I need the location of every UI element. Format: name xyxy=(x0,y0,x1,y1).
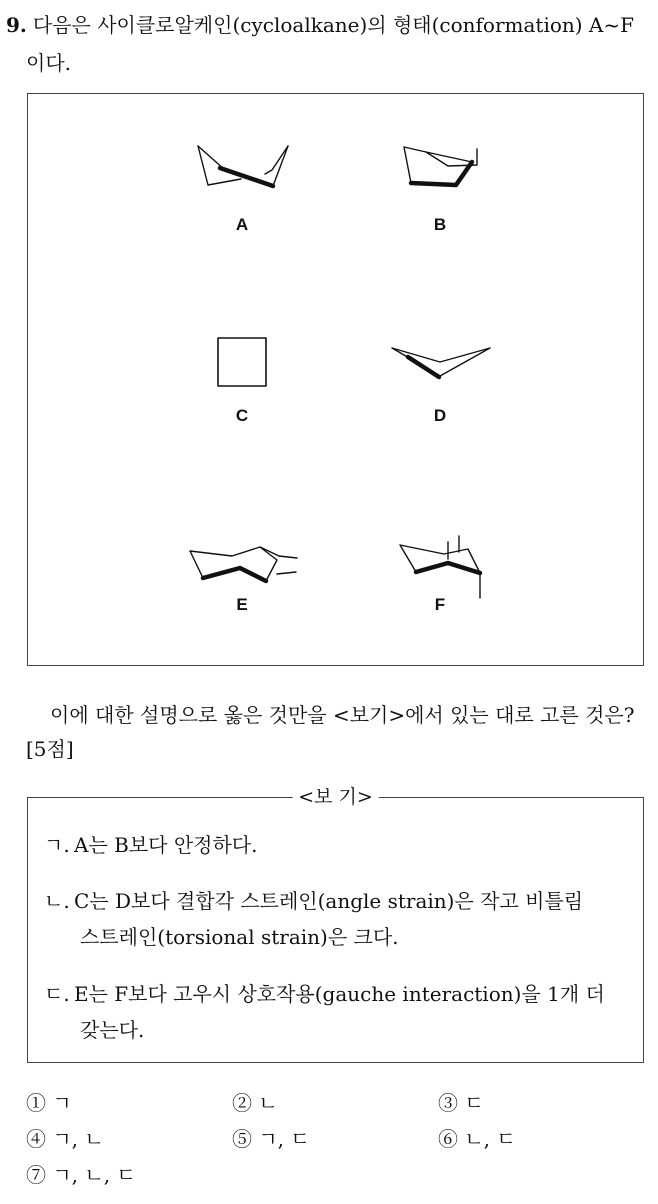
conformation-c-drawing xyxy=(218,338,266,386)
label-a: A xyxy=(235,215,249,234)
bogi-mark: ㄷ. xyxy=(44,982,70,1006)
bogi-mark: ㄱ. xyxy=(44,833,70,857)
question-text-line1: 다음은 사이클로알케인(cycloalkane)의 형태(conformation) A~F xyxy=(32,13,635,37)
bogi-text: E는 F보다 고우시 상호작용(gauche interaction)을 1개 더 xyxy=(74,982,605,1006)
conformation-f-drawing xyxy=(400,536,480,598)
conformation-e-drawing xyxy=(190,547,297,581)
bogi-text-continued: 갖는다. xyxy=(80,1018,145,1042)
conformation-d-drawing xyxy=(392,348,490,377)
bogi-box xyxy=(27,786,644,1063)
label-b: B xyxy=(433,215,447,234)
conformation-figure xyxy=(27,93,644,666)
bogi-item-digeut xyxy=(44,976,634,1048)
choice-1[interactable]: ① ㄱ xyxy=(26,1091,72,1115)
bogi-text-continued: 스트레인(torsional strain)은 크다. xyxy=(80,925,399,949)
choice-5[interactable]: ⑤ ㄱ, ㄷ xyxy=(232,1127,310,1151)
label-f: F xyxy=(434,595,446,614)
bogi-item-nieun xyxy=(44,883,634,955)
choice-2[interactable]: ② ㄴ xyxy=(232,1091,278,1115)
choice-4[interactable]: ④ ㄱ, ㄴ xyxy=(26,1127,104,1151)
choice-7[interactable]: ⑦ ㄱ, ㄴ, ㄷ xyxy=(26,1163,136,1187)
bogi-text: C는 D보다 결합각 스트레인(angle strain)은 작고 비틀림 xyxy=(74,889,584,913)
bogi-text: A는 B보다 안정하다. xyxy=(74,833,258,857)
choice-6[interactable]: ⑥ ㄴ, ㄷ xyxy=(438,1127,516,1151)
question-number: 9. xyxy=(6,13,27,37)
choice-3[interactable]: ③ ㄷ xyxy=(438,1091,484,1115)
bogi-title: <보 기> xyxy=(292,785,379,809)
conformation-drawings xyxy=(28,94,645,667)
bogi-item-giyeok xyxy=(44,827,634,863)
question-stem xyxy=(6,6,652,82)
question-text-line2: 이다. xyxy=(26,51,71,75)
conformation-a-drawing xyxy=(198,146,288,186)
question-prompt: 이에 대한 설명으로 옳은 것만을 <보기>에서 있는 대로 고른 것은? [5점] xyxy=(26,703,635,761)
conformation-b-drawing xyxy=(404,147,477,185)
bogi-mark: ㄴ. xyxy=(44,889,70,913)
label-d: D xyxy=(433,406,447,425)
label-e: E xyxy=(236,595,248,614)
label-c: C xyxy=(235,406,249,425)
